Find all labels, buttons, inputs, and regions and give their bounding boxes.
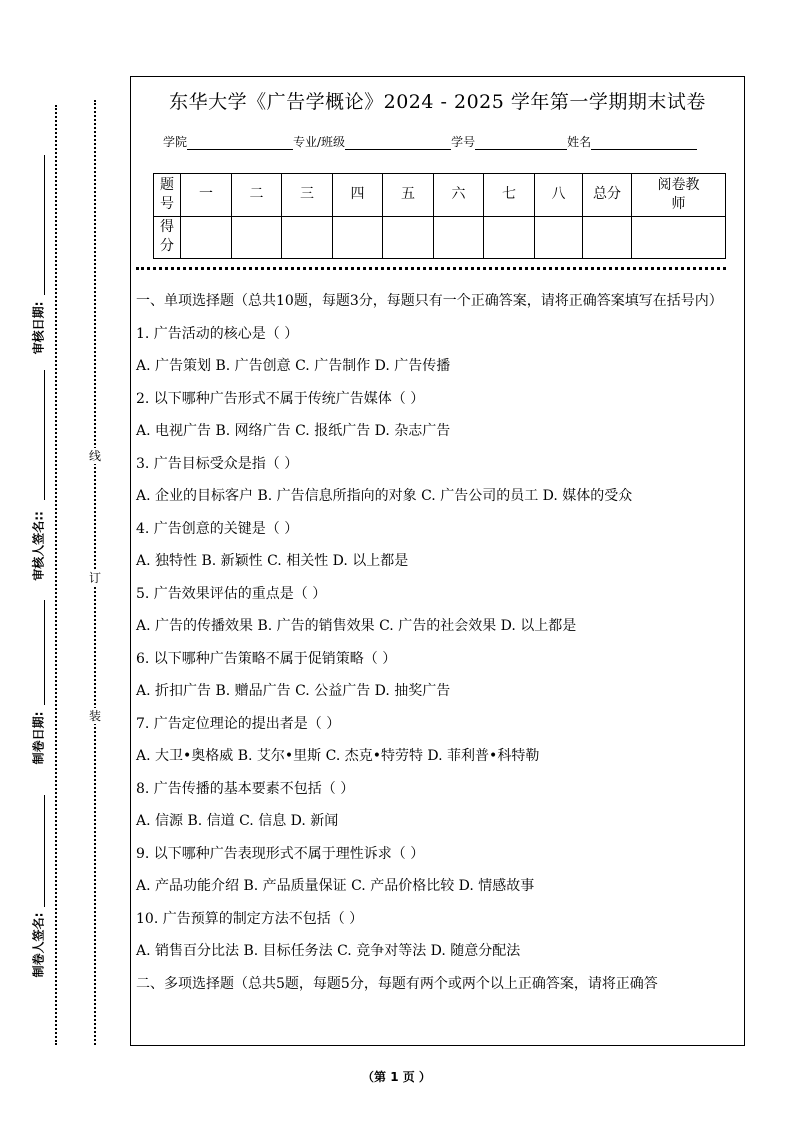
score-cell[interactable]	[333, 216, 383, 259]
question: 10. 广告预算的制定方法不包括（ ）	[136, 910, 364, 927]
col-header: 一	[181, 174, 232, 217]
score-cell-grader[interactable]	[632, 216, 726, 259]
score-cell[interactable]	[232, 216, 282, 259]
college-label: 学院	[163, 135, 188, 149]
binding-dotted-line-outer	[55, 105, 57, 1045]
col-header: 三	[282, 174, 333, 217]
make-date-line	[44, 600, 45, 705]
review-date-line	[44, 155, 45, 295]
student-info-row	[163, 133, 697, 150]
question-options: A. 独特性 B. 新颖性 C. 相关性 D. 以上都是	[136, 553, 409, 569]
question: 8. 广告传播的基本要素不包括（ ）	[136, 780, 355, 797]
question: 2. 以下哪种广告形式不属于传统广告媒体（ ）	[136, 390, 425, 407]
question-options: A. 企业的目标客户 B. 广告信息所指向的对象 C. 广告公司的员工 D. 媒体的受众	[136, 488, 633, 504]
section1-heading: 一、单项选择题（总共10题，每题3分，每题只有一个正确答案，请将正确答案填写在括号内）	[136, 293, 723, 309]
reviewer-sign-label: 审核人签名::	[31, 511, 46, 581]
reviewer-sign-line	[44, 370, 45, 500]
page-number: （第 1 页 ）	[362, 1070, 431, 1084]
question-options: A. 销售百分比法 B. 目标任务法 C. 竞争对等法 D. 随意分配法	[136, 943, 521, 959]
col-header: 五	[383, 174, 434, 217]
score-table	[153, 173, 726, 259]
college-field[interactable]	[187, 135, 293, 150]
score-cell[interactable]	[434, 216, 484, 259]
row-header-number: 题号	[154, 174, 181, 217]
score-cell[interactable]	[181, 216, 232, 259]
score-cell[interactable]	[383, 216, 434, 259]
exam-paper-box	[130, 76, 745, 1046]
col-header: 八	[535, 174, 583, 217]
question: 3. 广告目标受众是指（ ）	[136, 455, 299, 472]
exam-title: 东华大学《广告学概论》2024 - 2025 学年第一学期期末试卷	[169, 91, 706, 113]
score-cell[interactable]	[484, 216, 535, 259]
question: 4. 广告创意的关键是（ ）	[136, 520, 299, 537]
student-id-label: 学号	[451, 135, 476, 149]
question-options: A. 信源 B. 信道 C. 信息 D. 新闻	[136, 813, 339, 829]
score-cell[interactable]	[282, 216, 333, 259]
row-header-score: 得分	[154, 216, 181, 259]
maker-sign-line	[44, 795, 45, 907]
question: 1. 广告活动的核心是（ ）	[136, 325, 299, 342]
col-header: 七	[484, 174, 535, 217]
dotted-separator	[136, 267, 726, 270]
question: 5. 广告效果评估的重点是（ ）	[136, 585, 327, 602]
question-options: A. 产品功能介绍 B. 产品质量保证 C. 产品价格比较 D. 情感故事	[136, 878, 535, 894]
question-options: A. 折扣广告 B. 赠品广告 C. 公益广告 D. 抽奖广告	[136, 683, 451, 699]
col-header-grader: 阅卷教师	[632, 174, 726, 217]
col-header: 四	[333, 174, 383, 217]
name-field[interactable]	[591, 135, 697, 150]
make-date-label: 制卷日期:	[31, 711, 46, 765]
maker-sign-label: 制卷人签名:	[31, 912, 46, 978]
major-label: 专业/班级	[293, 135, 346, 149]
col-header-total: 总分	[583, 174, 632, 217]
binding-char-line: 线	[88, 449, 102, 463]
section2-heading: 二、多项选择题（总共5题，每题5分，每题有两个或两个以上正确答案，请将正确答	[136, 975, 658, 992]
score-table-score-row	[154, 216, 726, 259]
question: 6. 以下哪种广告策略不属于促销策略（ ）	[136, 650, 397, 667]
question-options: A. 广告的传播效果 B. 广告的销售效果 C. 广告的社会效果 D. 以上都是	[136, 618, 577, 634]
col-header: 二	[232, 174, 282, 217]
score-table-header-row	[154, 174, 726, 217]
exam-content	[136, 290, 740, 995]
student-id-field[interactable]	[475, 135, 567, 150]
question-options: A. 大卫•奥格威 B. 艾尔•里斯 C. 杰克•特劳特 D. 菲利普•科特勒	[136, 748, 540, 764]
major-field[interactable]	[345, 135, 451, 150]
review-date-label: 审核日期:	[31, 301, 46, 355]
score-cell-total[interactable]	[583, 216, 632, 259]
question: 7. 广告定位理论的提出者是（ ）	[136, 715, 341, 732]
question-options: A. 电视广告 B. 网络广告 C. 报纸广告 D. 杂志广告	[136, 423, 451, 439]
col-header: 六	[434, 174, 484, 217]
question-options: A. 广告策划 B. 广告创意 C. 广告制作 D. 广告传播	[136, 358, 451, 374]
question: 9. 以下哪种广告表现形式不属于理性诉求（ ）	[136, 845, 425, 862]
binding-char-order: 订	[88, 571, 102, 585]
name-label: 姓名	[567, 135, 592, 149]
score-cell[interactable]	[535, 216, 583, 259]
binding-char-bind: 装	[88, 709, 102, 723]
